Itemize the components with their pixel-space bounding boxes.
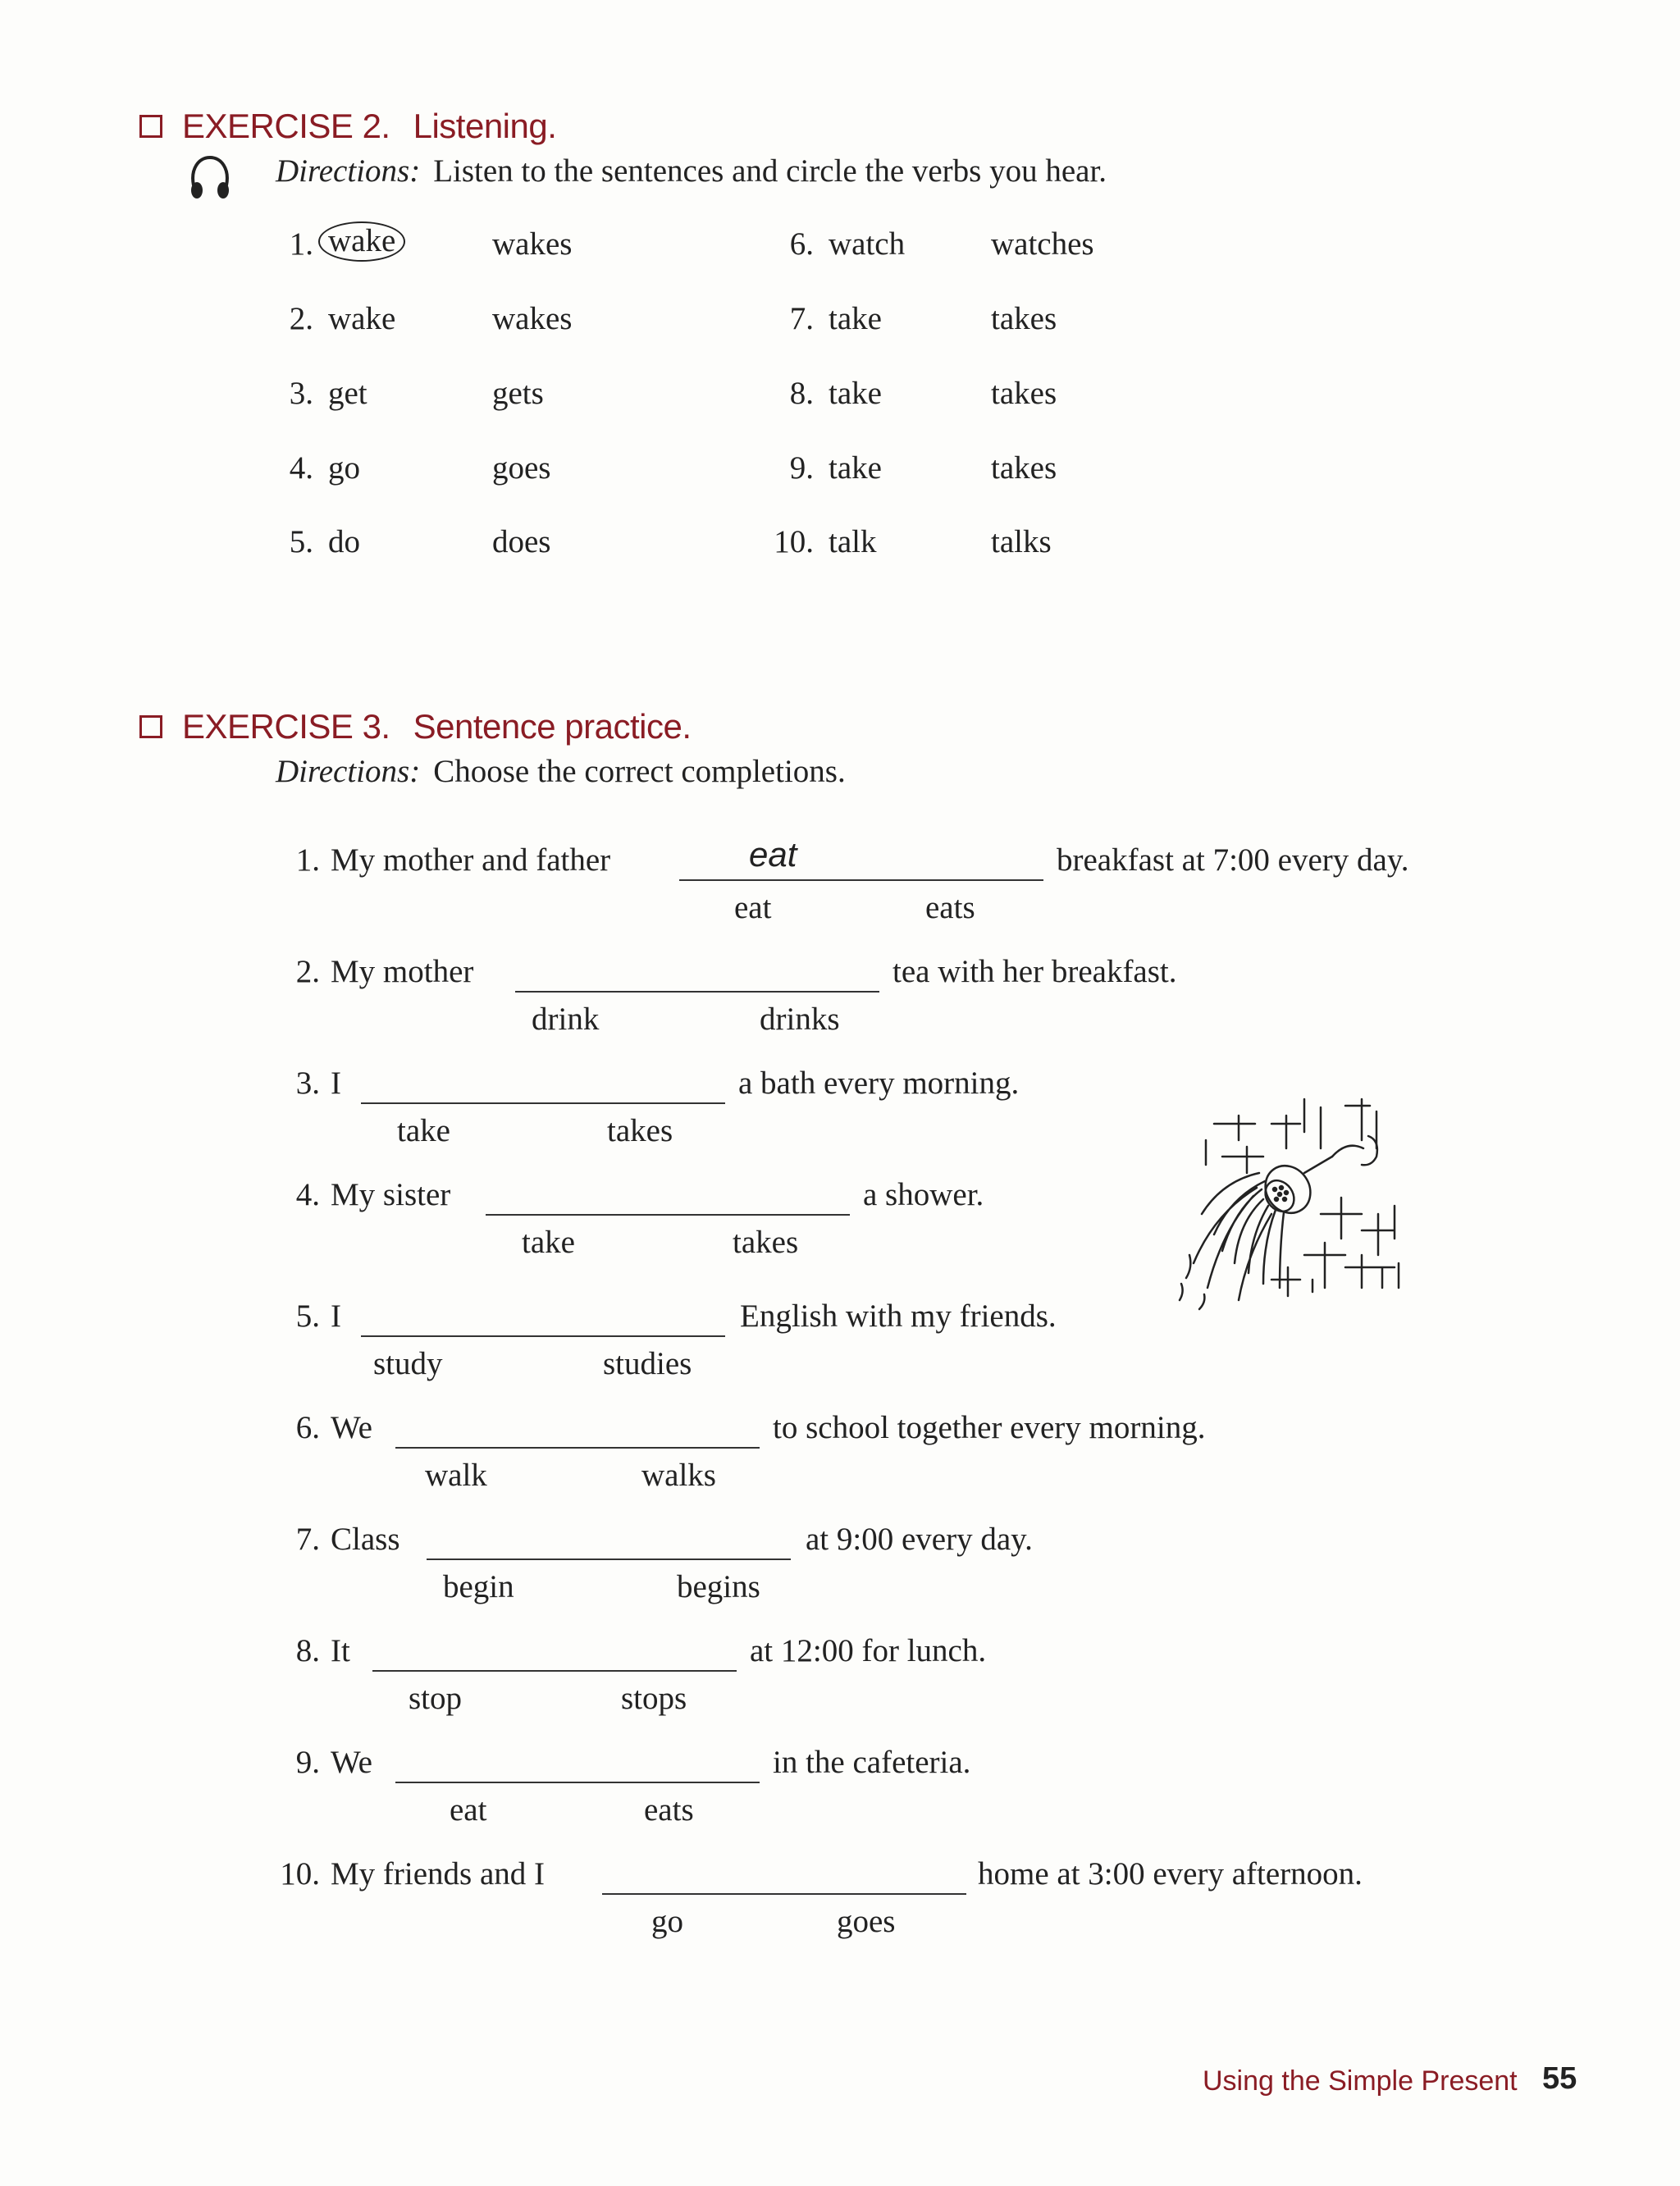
sentence-end: tea with her breakfast. [892,954,1177,989]
verb-option-a-cell [829,523,876,560]
answer-blank[interactable] [602,1893,966,1895]
verb-option-a[interactable]: take [829,450,882,486]
sentence-item-number: 1. [295,842,320,878]
verb-option-a-cell [829,226,905,262]
sentence-item-number: 2. [295,954,320,989]
listening-item-number: 10. [774,524,814,559]
exercise2-directions-label: Directions: [276,153,421,189]
exercise3-header [139,707,691,746]
sentence-end: in the cafeteria. [773,1745,971,1780]
verb-option-a[interactable]: wake [328,301,396,336]
listening-item-number: 7. [789,301,814,336]
completion-option-a[interactable]: go [651,1904,683,1939]
verb-option-a[interactable]: watch [829,226,906,262]
answer-blank[interactable] [372,1670,737,1672]
sentence-item-number: 3. [295,1066,320,1101]
completion-option-b[interactable]: drinks [760,1002,840,1037]
verb-option-b[interactable]: goes [492,450,551,486]
sentence-item-number: 10. [280,1856,320,1892]
verb-option-b[interactable]: wakes [492,301,573,336]
answer-blank[interactable] [679,879,1043,881]
listening-item-number: 5. [289,524,313,559]
answer-blank[interactable] [515,991,879,993]
verb-option-a-cell [328,450,360,486]
completion-option-b[interactable]: goes [837,1904,896,1939]
verb-option-a[interactable]: do [328,524,360,559]
verb-option-a[interactable]: take [829,301,882,336]
completion-option-b[interactable]: stops [621,1681,687,1716]
sentence-item-number: 6. [295,1410,320,1445]
completion-option-a[interactable]: eat [450,1792,487,1828]
page-number: 55 [1542,2061,1577,2096]
sentence-item-number: 7. [295,1522,320,1557]
completion-option-a[interactable]: walk [425,1458,487,1493]
listening-item-number: 2. [289,301,313,336]
completion-option-a[interactable]: eat [734,890,772,925]
sentence-item-number: 4. [295,1177,320,1212]
sentence-start: My sister [331,1177,451,1212]
listening-item-number: 8. [789,376,814,411]
completion-option-a[interactable]: begin [443,1569,514,1604]
completion-option-a[interactable]: take [522,1225,575,1260]
exercise3-directions [276,753,846,790]
sentence-end: at 12:00 for lunch. [750,1633,987,1668]
sentence-item-number: 5. [295,1298,320,1334]
exercise2-directions-text: Listen to the sentences and circle the verbs you hear. [433,153,1107,189]
verb-option-b[interactable]: takes [991,450,1057,486]
footer-title: Using the Simple Present [1203,2065,1518,2097]
answer-blank[interactable] [486,1214,850,1216]
completion-option-a[interactable]: drink [532,1002,600,1037]
verb-option-a[interactable]: talk [829,524,877,559]
completion-option-b[interactable]: walks [641,1458,716,1493]
exercise2-title: Listening. [413,107,557,145]
answer-blank[interactable] [361,1102,725,1104]
verb-option-a-cell [829,450,882,486]
completion-option-a[interactable]: take [397,1113,450,1148]
verb-option-a-cell [328,300,395,337]
listening-item-number: 3. [289,376,313,411]
sentence-end: English with my friends. [740,1298,1057,1334]
sentence-start: We [331,1410,372,1445]
verb-option-a-cell [328,523,360,560]
exercise2-label: EXERCISE 2. [182,107,390,145]
sentence-start: It [331,1633,350,1668]
answer-blank[interactable] [427,1558,791,1560]
completion-option-b[interactable]: begins [677,1569,760,1604]
completion-option-b[interactable]: eats [925,890,975,925]
shower-illustration [1157,1091,1419,1333]
sentence-item-number: 8. [295,1633,320,1668]
sentence-start: My mother [331,954,474,989]
exercise3-directions-text: Choose the correct completions. [433,754,846,789]
verb-option-a[interactable]: get [328,376,368,411]
headphones-icon [187,153,233,209]
verb-option-a[interactable]: go [328,450,360,486]
verb-option-b[interactable]: wakes [492,226,573,262]
listening-item-number: 1. [289,226,313,262]
verb-option-a-cell [318,221,405,262]
sentence-end: home at 3:00 every afternoon. [978,1856,1363,1892]
verb-option-b[interactable]: takes [991,301,1057,336]
completion-option-a[interactable]: study [373,1346,443,1381]
exercise2-checkbox[interactable] [139,115,162,138]
exercise2-header [139,107,556,146]
listening-item-number: 9. [789,450,814,486]
verb-option-b[interactable]: does [492,524,551,559]
sentence-end: at 9:00 every day. [806,1522,1033,1557]
sentence-end: a bath every morning. [738,1066,1020,1101]
verb-option-a-cell [829,300,882,337]
completion-option-b[interactable]: eats [644,1792,694,1828]
sentence-end: breakfast at 7:00 every day. [1057,842,1409,878]
handwritten-answer: eat [749,835,797,874]
verb-option-a-cell [829,375,882,412]
exercise3-label: EXERCISE 3. [182,707,390,746]
verb-option-a[interactable]: take [829,376,882,411]
listening-item-number: 6. [789,226,814,262]
sentence-start: We [331,1745,372,1780]
exercise3-checkbox[interactable] [139,715,162,738]
verb-option-b[interactable]: gets [492,376,544,411]
sentence-start: I [331,1066,341,1101]
sentence-end: a shower. [863,1177,984,1212]
sentence-start: My friends and I [331,1856,546,1892]
verb-option-b[interactable]: talks [991,524,1052,559]
completion-option-b[interactable]: takes [733,1225,799,1260]
answer-blank[interactable] [395,1782,760,1783]
verb-option-b[interactable]: takes [991,376,1057,411]
verb-option-a[interactable]: wake [318,221,405,262]
exercise2-directions [276,153,1107,189]
sentence-end: to school together every morning. [773,1410,1206,1445]
sentence-start: Class [331,1522,400,1557]
exercise3-directions-label: Directions: [276,754,421,789]
completion-option-b[interactable]: takes [607,1113,673,1148]
listening-item-number: 4. [289,450,313,486]
sentence-start: My mother and father [331,842,611,878]
verb-option-b[interactable]: watches [991,226,1094,262]
sentence-start: I [331,1298,341,1334]
answer-blank[interactable] [361,1335,725,1337]
completion-option-a[interactable]: stop [409,1681,463,1716]
exercise3-title: Sentence practice. [413,707,692,746]
verb-option-a-cell [328,375,368,412]
completion-option-b[interactable]: studies [603,1346,692,1381]
sentence-item-number: 9. [295,1745,320,1780]
answer-blank[interactable] [395,1447,760,1449]
